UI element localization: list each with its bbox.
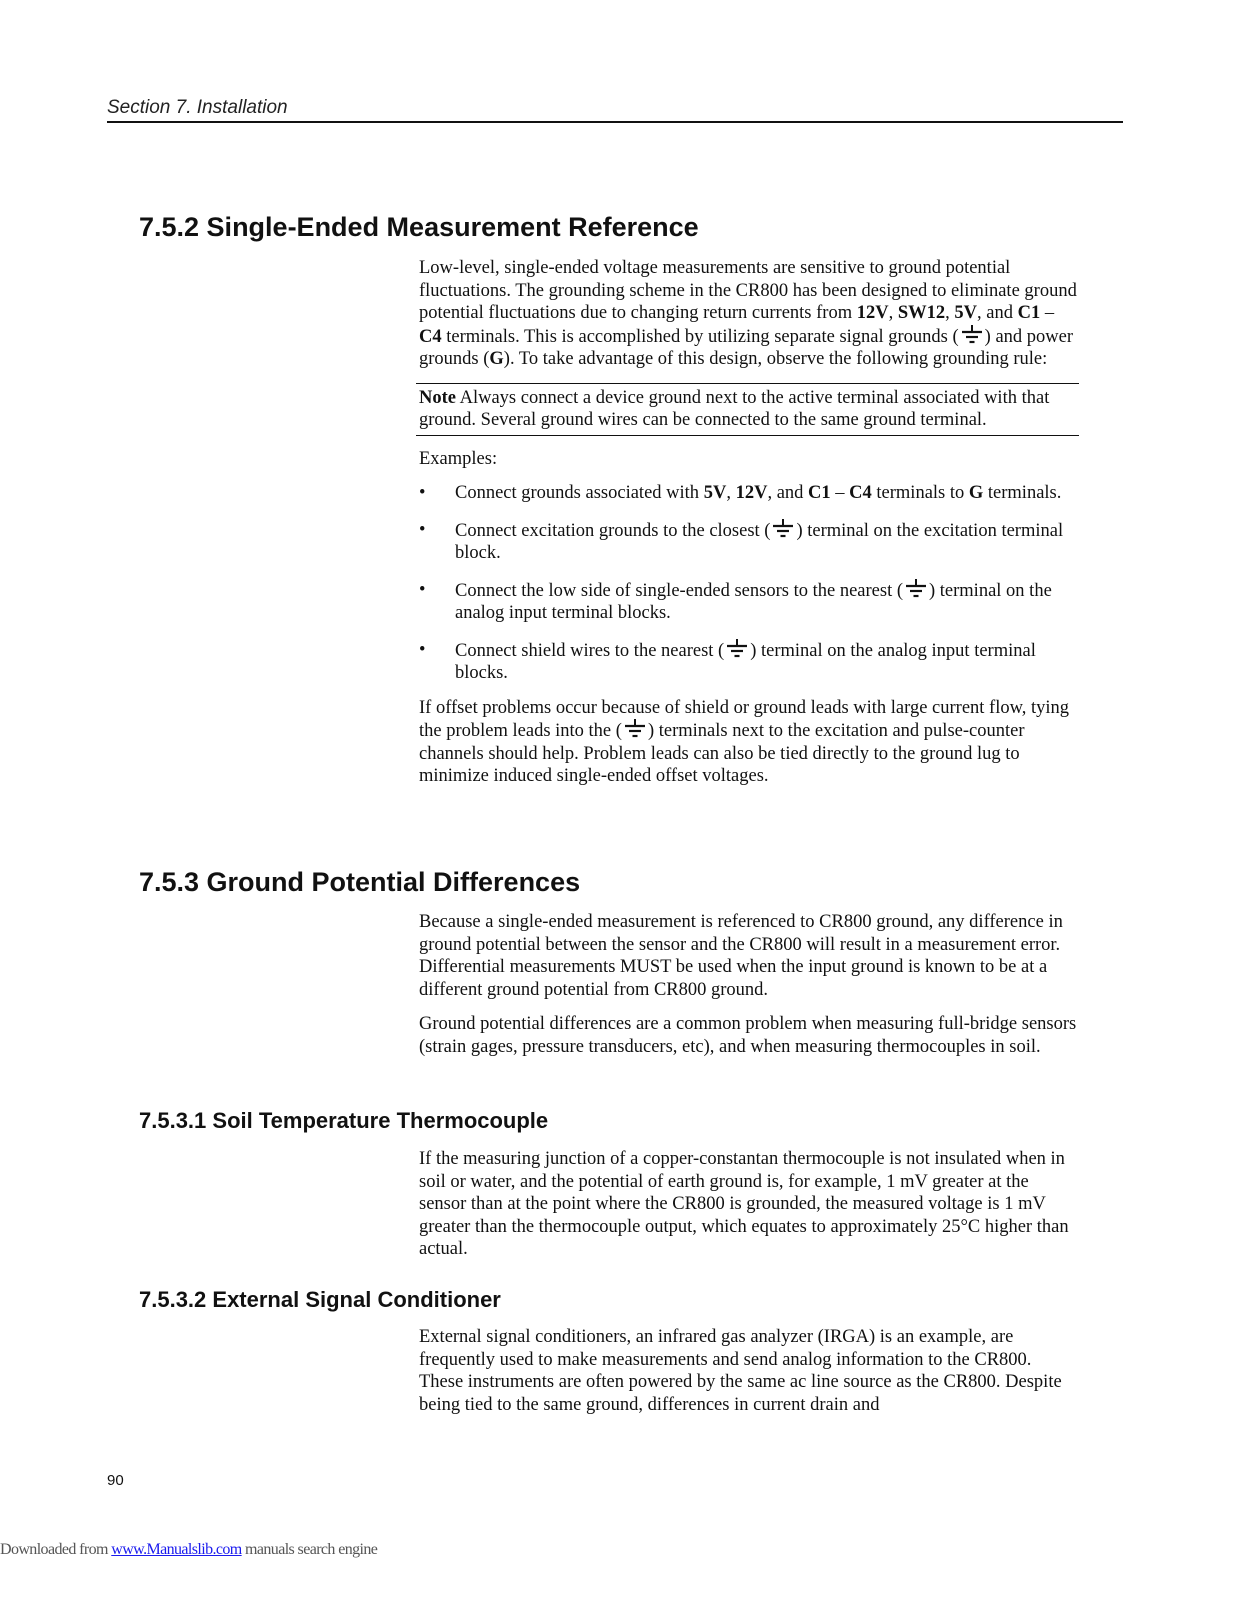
- paragraph-ground-reference: Because a single-ended measurement is referenced to CR800 ground, any difference in ground potential between the sensor and the CR800 will result in a measurement error. Differential measurements MUST be used when the input ground is known to be at a different ground potential from CR800 ground.: [419, 912, 1063, 1000]
- note-box: [416, 383, 1079, 436]
- footer-prefix: Downloaded from: [0, 1541, 112, 1558]
- list-item: • Connect shield wires to the nearest ( ) terminal on the analog input terminal blocks.: [419, 639, 1036, 683]
- paragraph-signal-conditioner: External signal conditioners, an infrared gas analyzer (IRGA) is an example, are frequently used to make measurements and send analog information to the CR800. These instruments are often powered by the same ac line source as the CR800. Despite being tied to the same ground, differences in current drain and: [419, 1327, 1062, 1415]
- signal-ground-icon: [622, 719, 648, 739]
- manualslib-link[interactable]: www.Manualslib.com: [111, 1541, 242, 1558]
- section-7-5-3-2-body: [419, 1326, 1079, 1428]
- heading-7-5-3-1: 7.5.3.1 Soil Temperature Thermocouple: [139, 1108, 549, 1133]
- bullet: •: [419, 519, 426, 540]
- paragraph-offset-problems: If offset problems occur because of shield or ground leads with large current flow, tying the problem leads into the ( ) terminals next to the excitation and pulse-counter channels should help. Problem leads can also be tied directly to the ground lug to minimize induced single-ended offset voltages.: [419, 697, 1070, 786]
- page-number: 90: [107, 1472, 124, 1489]
- section-7-5-2-body: [419, 257, 1079, 800]
- section-7-5-3-body: [419, 911, 1079, 1070]
- bullet: •: [419, 639, 426, 660]
- signal-ground-icon: [959, 325, 985, 345]
- download-footer: [0, 1541, 377, 1559]
- running-head: Section 7. Installation: [107, 97, 1123, 123]
- signal-ground-icon: [903, 579, 929, 599]
- list-item: • Connect the low side of single-ended sensors to the nearest ( ) terminal on the analog input terminal blocks.: [419, 579, 1052, 623]
- bullet: •: [419, 483, 426, 503]
- heading-7-5-3: 7.5.3 Ground Potential Differences: [139, 867, 581, 897]
- heading-7-5-3-2: 7.5.3.2 External Signal Conditioner: [139, 1287, 501, 1312]
- paragraph-thermocouple: If the measuring junction of a copper-constantan thermocouple is not insulated when in soil or water, and the potential of earth ground is, for example, 1 mV greater at the sensor than at the point where the CR800 is grounded, the measured voltage is 1 mV greater than the thermocouple output, which equates to approximately 25°C higher than actual.: [419, 1149, 1069, 1259]
- footer-suffix: manuals search engine: [241, 1541, 378, 1558]
- list-item: • Connect grounds associated with 5V, 12V, and C1 – C4 terminals to G terminals.: [419, 483, 1062, 503]
- examples-list: [419, 482, 1079, 685]
- paragraph-common-problem: Ground potential differences are a common problem when measuring full-bridge sensors (strain gages, pressure transducers, etc), and when measuring thermocouples in soil.: [419, 1014, 1077, 1057]
- note-label: Note: [419, 387, 456, 408]
- signal-ground-icon: [724, 639, 750, 659]
- note-text: Always connect a device ground next to the active terminal associated with that ground. Several ground wires can be connected to the same ground terminal.: [419, 387, 1050, 430]
- examples-label: Examples:: [419, 448, 498, 469]
- heading-7-5-2: 7.5.2 Single-Ended Measurement Reference: [139, 212, 699, 242]
- section-7-5-3-1-body: [419, 1148, 1079, 1273]
- paragraph-grounding-scheme: Low-level, single-ended voltage measurements are sensitive to ground potential fluctuations. The grounding scheme in the CR800 has been designed to eliminate ground potential fluctuations due to changing return currents from 12V, SW12, 5V, and C1 – C4 terminals. This is accomplished by utilizing separate signal grounds ( ) and power grounds (G). To take advantage of this design, observe the following grounding rule:: [419, 258, 1077, 369]
- bullet: •: [419, 579, 426, 600]
- signal-ground-icon: [770, 519, 796, 539]
- list-item: • Connect excitation grounds to the closest ( ) terminal on the excitation terminal block.: [419, 519, 1064, 563]
